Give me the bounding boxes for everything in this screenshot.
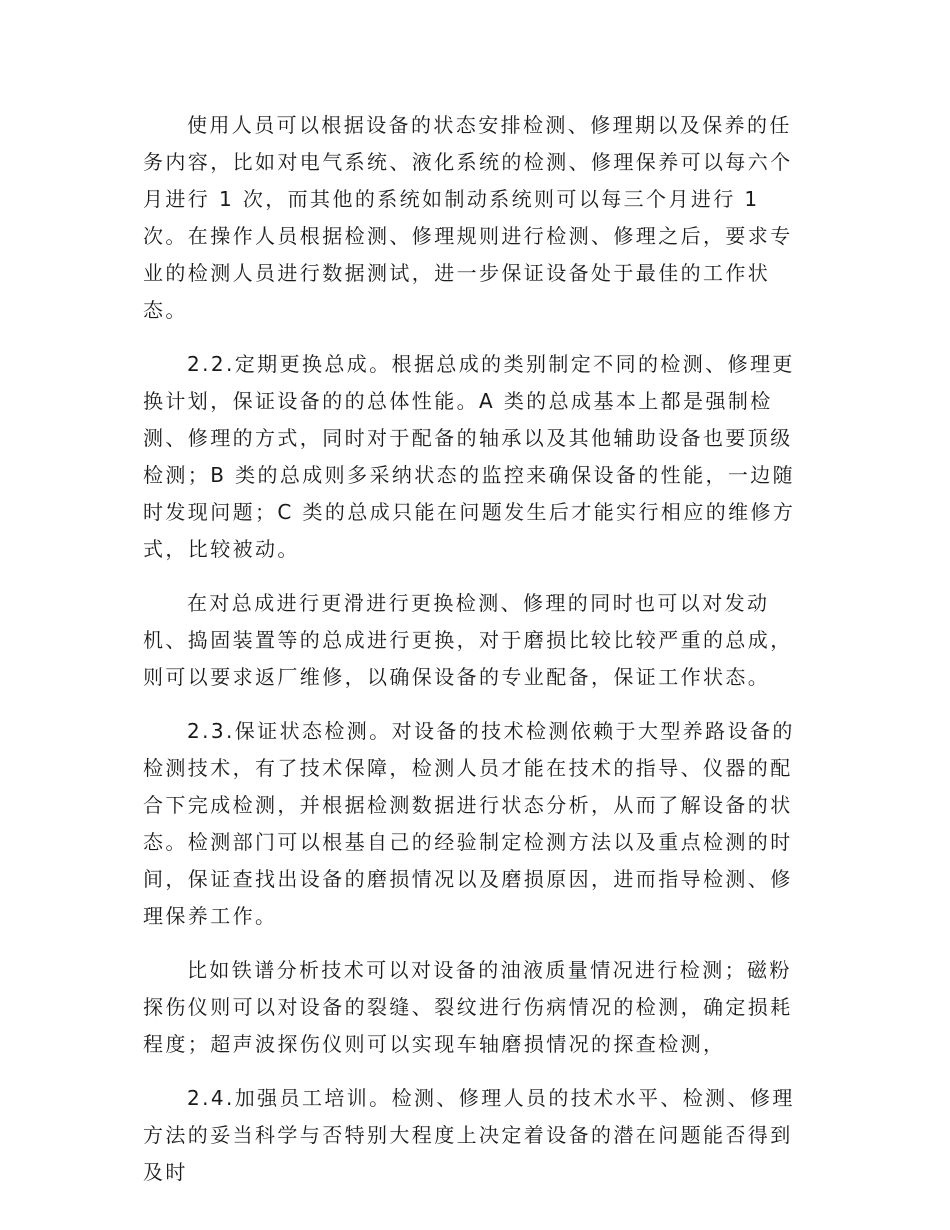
paragraph-2-4-staff-training: 2.4.加强员工培训。检测、修理人员的技术水平、检测、修理方法的妥当科学与否特别大程度上决定着设备的潜在问题能否得到及时	[143, 1086, 795, 1184]
document-page	[143, 107, 813, 1208]
paragraph-maintenance-schedule: 使用人员可以根据设备的状态安排检测、修理期以及保养的任务内容，比如对电气系统、液化系统的检测、修理保养可以每六个月进行 1 次，而其他的系统如制动系统则可以每三个月进行 1 次。在操作人员根据检测、修理规则进行检测、修理之后，要求专业的检测人员进行数据测试，进一步保证设备处于最佳的工作状态。	[143, 113, 793, 322]
paragraph-inspection-techniques: 比如铁谱分析技术可以对设备的油液质量情况进行检测；磁粉探伤仪则可以对设备的裂缝、裂纹进行伤病情况的检测，确定损耗程度；超声波探伤仪则可以实现车轴磨损情况的探查检测，	[143, 958, 793, 1056]
paragraph-2-2-replace-assemblies: 2.2.定期更换总成。根据总成的类别制定不同的检测、修理更换计划，保证设备的的总体性能。A 类的总成基本上都是强制检测、修理的方式，同时对于配备的轴承以及其他辅助设备也要顶级检测；B 类的总成则多采纳状态的监控来确保设备的性能，一边随时发现问题；C 类的总成只能在问题发生后才能实行相应的维修方式，比较被动。	[143, 352, 796, 561]
paragraph-assembly-replacement: 在对总成进行更滑进行更换检测、修理的同时也可以对发动机、捣固装置等的总成进行更换，对于磨损比较比较严重的总成，则可以要求返厂维修，以确保设备的专业配备，保证工作状态。	[143, 591, 793, 689]
paragraph-2-3-status-inspection: 2.3.保证状态检测。对设备的技术检测依赖于大型养路设备的检测技术，有了技术保障，检测人员才能在技术的指导、仪器的配合下完成检测，并根据检测数据进行状态分析，从而了解设备的状态。检测部门可以根基自己的经验制定检测方法以及重点检测的时间，保证查找出设备的磨损情况以及磨损原因，进而指导检测、修理保养工作。	[143, 719, 795, 928]
